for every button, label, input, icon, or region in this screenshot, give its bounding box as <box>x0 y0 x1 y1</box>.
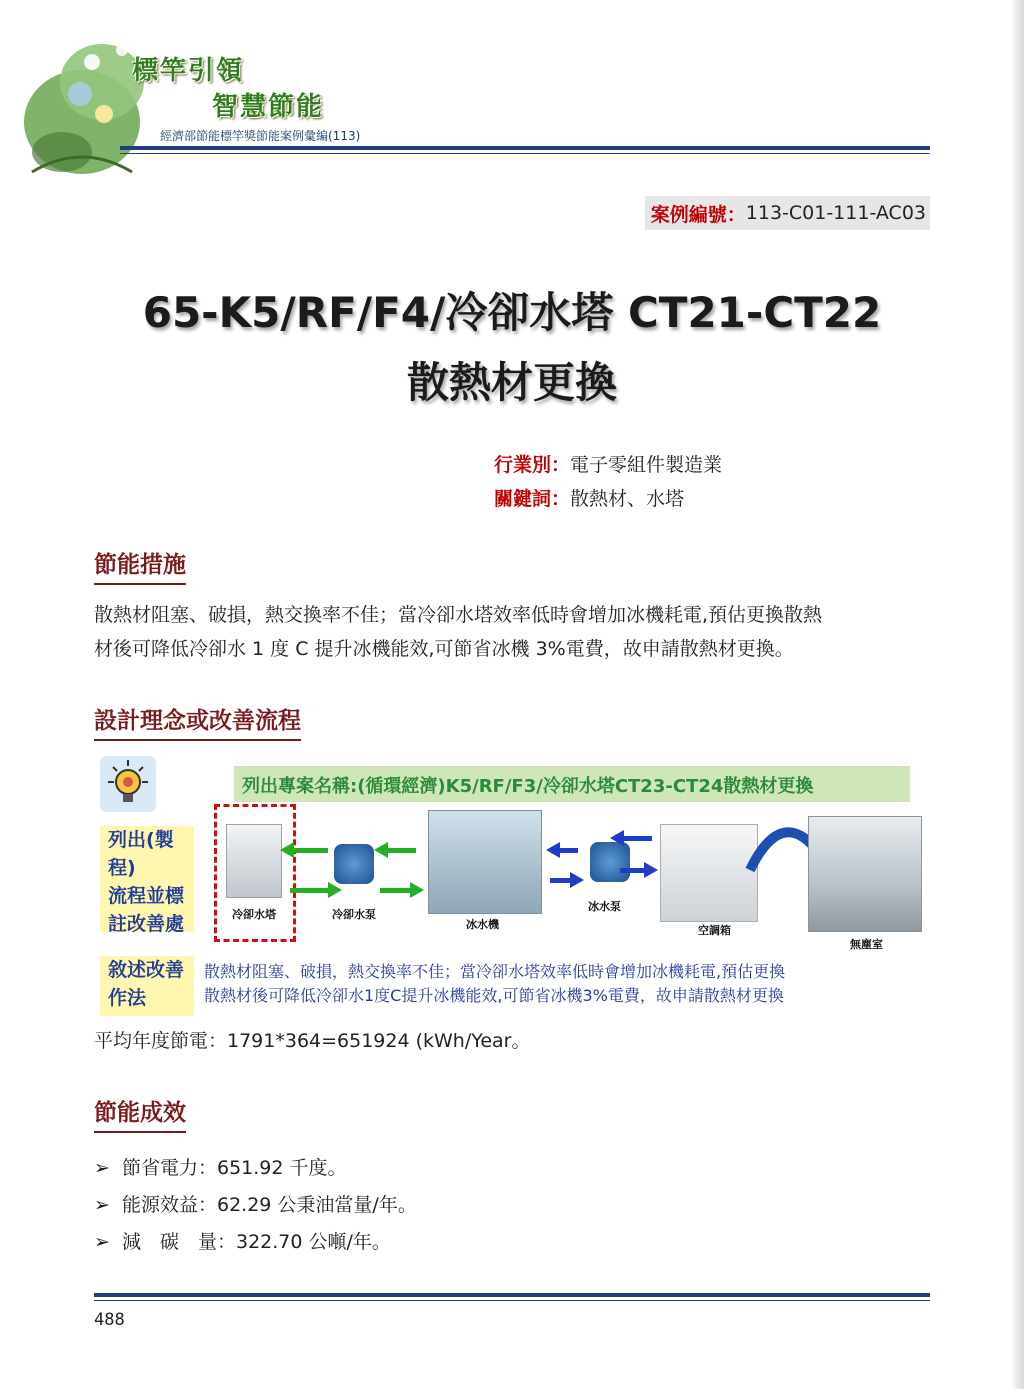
results-item-carbon <box>94 1224 417 1261</box>
average-annual-savings: 平均年度節電：1791*364=651924 (kWh/Year。 <box>94 1030 531 1052</box>
results-item-text: 減 碳 量：322.70 公噸/年。 <box>122 1231 391 1253</box>
results-item-energy <box>94 1187 417 1224</box>
diagram-desc-line1: 散熱材阻塞、破損，熱交換率不佳；當冷卻水塔效率低時會增加冰機耗電,預估更換 <box>204 962 786 981</box>
diagram-desc-line2: 散熱材後可降低冷卻水1度C提升冰機能效,可節省冰機3%電費，故申請散熱材更換 <box>204 986 784 1005</box>
diagram-title: 列出專案名稱:(循環經濟)K5/RF/F3/冷卻水塔CT23-CT24散熱材更換 <box>242 776 814 797</box>
bullet-arrow-icon: ➢ <box>94 1157 110 1179</box>
page-number: 488 <box>94 1310 125 1330</box>
label-chiller: 冰水機 <box>466 918 499 931</box>
arrow-blue-right-2 <box>620 868 646 873</box>
cooling-tower-image <box>226 824 282 898</box>
results-item-power <box>94 1150 417 1187</box>
case-number-value: 113-C01-111-AC03 <box>745 202 926 224</box>
bullet-arrow-icon: ➢ <box>94 1231 110 1253</box>
arrow-green-left-2 <box>386 848 416 853</box>
page-edge-shadow <box>1010 0 1024 1389</box>
case-number-label: 案例編號： <box>650 203 746 226</box>
industry-row <box>494 450 722 477</box>
bullet-arrow-icon: ➢ <box>94 1194 110 1216</box>
results-list <box>94 1150 417 1261</box>
logo-graphic <box>22 22 382 182</box>
measures-line1: 散熱材阻塞、破損，熱交換率不佳；當冷卻水塔效率低時會增加冰機耗電,預估更換散熱 <box>94 604 823 626</box>
lightbulb-icon <box>100 756 156 812</box>
label-air-handler: 空調箱 <box>698 924 731 937</box>
header-rule <box>120 146 930 150</box>
label-cooling-pump: 冷卻水泵 <box>332 908 376 921</box>
cooling-pump-image <box>334 844 374 884</box>
keywords-value: 散熱材、水塔 <box>570 488 685 510</box>
label-cooling-tower: 冷卻水塔 <box>232 908 276 921</box>
chiller-image <box>428 810 542 914</box>
header-subtitle: 經濟部節能標竿獎節能案例彙編(113) <box>160 129 361 143</box>
diagram-left-box-method <box>100 956 194 1016</box>
footer-rule <box>94 1293 930 1297</box>
arrow-green-right-1 <box>290 888 330 893</box>
cleanroom-image <box>808 816 922 932</box>
arrow-green-right-2 <box>380 888 412 893</box>
left-box1-line2: 流程並標 <box>108 885 185 907</box>
page-title-line2: 散熱材更換 <box>406 358 617 407</box>
left-box2-line1: 敘述改善 <box>108 959 185 981</box>
section-heading-measures: 節能措施 <box>94 546 186 585</box>
chilled-pump-image <box>590 842 630 882</box>
logo-slogan-line1: 標竿引領 <box>132 56 245 86</box>
left-box2-line2: 作法 <box>108 987 147 1009</box>
results-item-text: 節省電力：651.92 千度。 <box>122 1157 347 1179</box>
header-rule-thin <box>120 153 930 154</box>
keywords-row <box>494 484 684 511</box>
logo-slogan-line2: 智慧節能 <box>212 92 325 122</box>
page-title-line1: 65-K5/RF/F4/冷卻水塔 CT21-CT22 <box>142 288 882 337</box>
footer-rule-thin <box>94 1300 930 1301</box>
diagram-left-box-process <box>100 826 194 935</box>
arrow-blue-right-1 <box>550 878 572 883</box>
process-diagram <box>94 752 934 1018</box>
arrow-blue-left-1 <box>558 848 578 853</box>
diagram-description <box>204 960 785 1008</box>
section-heading-design: 設計理念或改善流程 <box>94 702 301 741</box>
left-box1-line3: 註改善處 <box>108 913 185 935</box>
arrow-blue-left-2 <box>622 836 652 841</box>
industry-value: 電子零組件製造業 <box>570 454 723 476</box>
arrow-green-left-1 <box>292 848 328 853</box>
industry-label: 行業別： <box>494 454 571 476</box>
results-item-text: 能源效益：62.29 公秉油當量/年。 <box>122 1194 417 1216</box>
measures-line2: 材後可降低冷卻水 1 度 C 提升冰機能效,可節省冰機 3%電費，故申請散熱材更換。 <box>94 638 794 660</box>
case-number-box <box>645 196 930 230</box>
keywords-label: 關鍵詞： <box>494 488 571 510</box>
measures-paragraph <box>94 598 934 666</box>
left-box1-line1: 列出(製程) <box>108 829 174 879</box>
section-heading-results: 節能成效 <box>94 1094 186 1133</box>
label-chilled-pump: 冰水泵 <box>588 900 621 913</box>
label-cleanroom: 無塵室 <box>850 938 883 951</box>
